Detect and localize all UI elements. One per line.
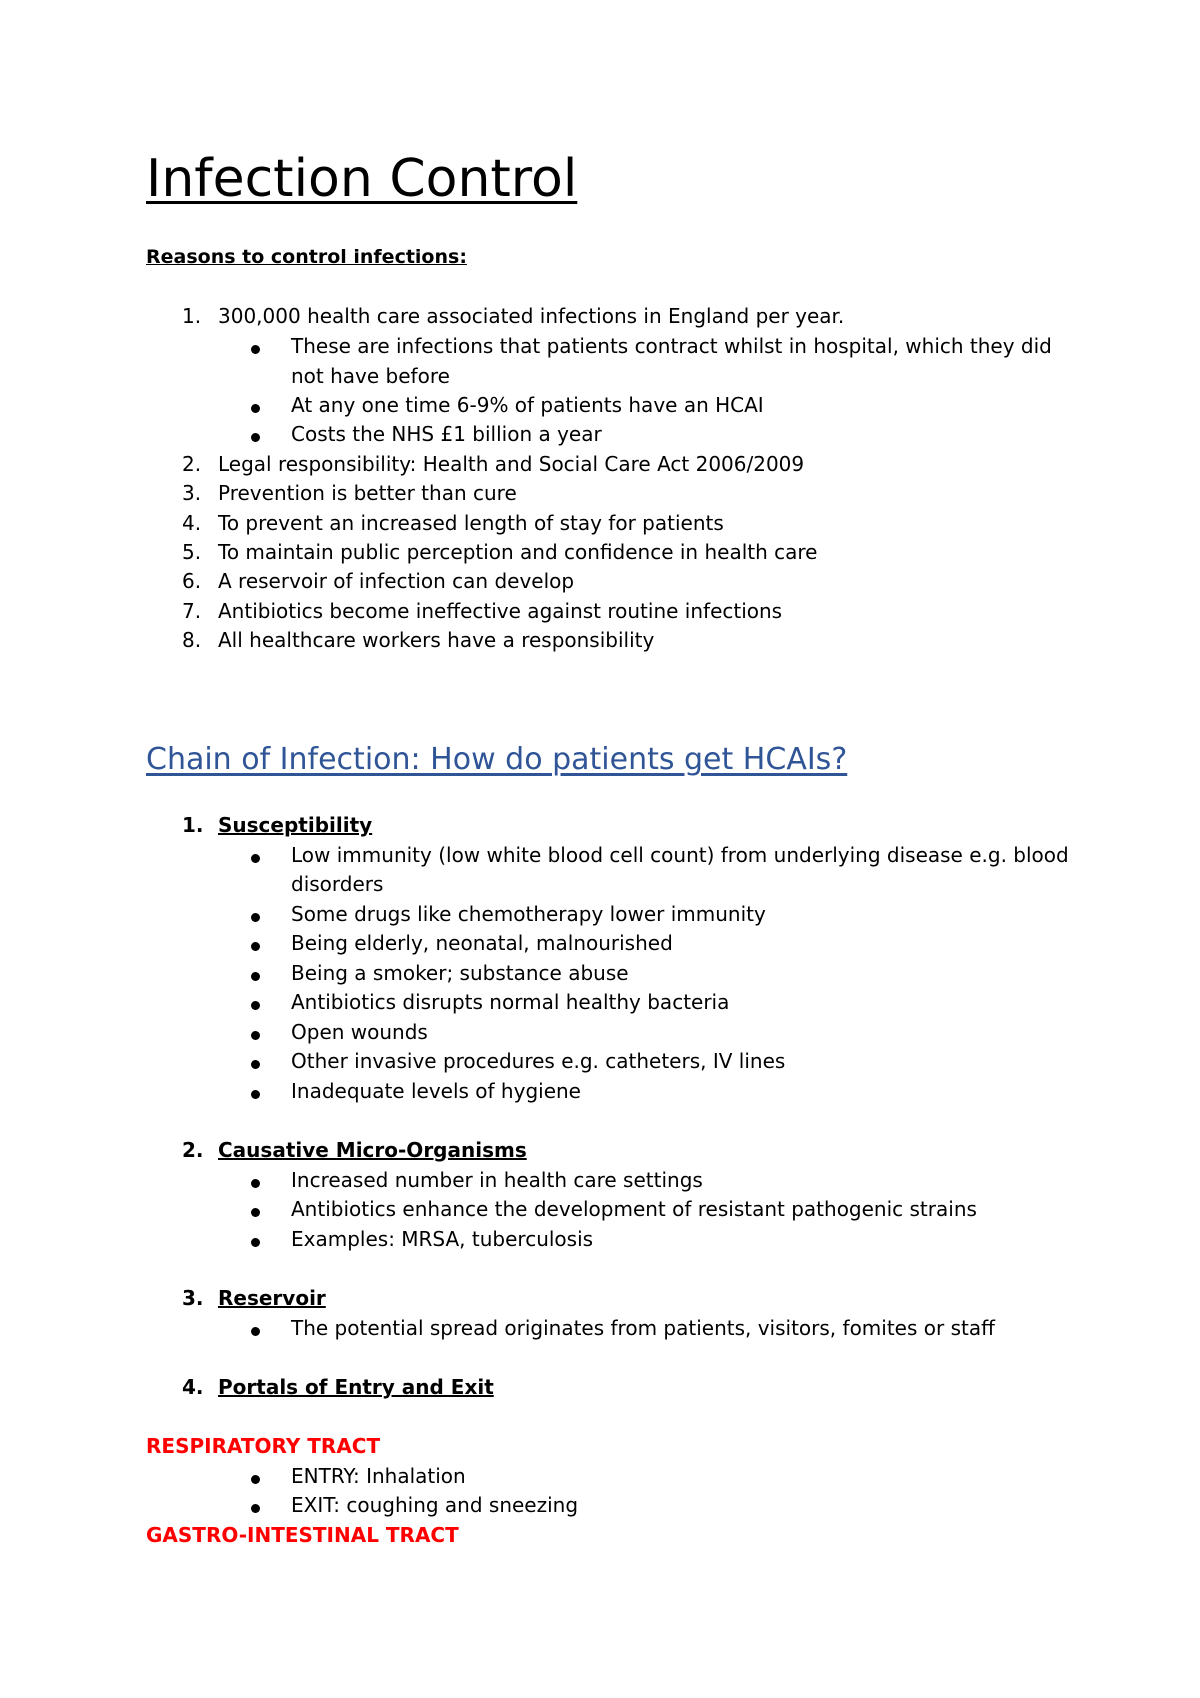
gastro-intestinal-tract-label: GASTRO-INTESTINAL TRACT	[146, 1523, 459, 1547]
bullet-item: Antibiotics disrupts normal healthy bacteria	[291, 990, 730, 1014]
bullet-item: ENTRY: Inhalation	[291, 1464, 466, 1488]
bullet-icon	[251, 854, 260, 863]
section-number: 3.	[182, 1286, 204, 1310]
bullet-icon	[251, 1238, 260, 1247]
bullet-icon	[251, 1179, 260, 1188]
list-item: 300,000 health care associated infections in England per year.	[218, 304, 845, 328]
list-number: 4.	[182, 511, 202, 535]
section-label-portals: Portals of Entry and Exit	[218, 1375, 494, 1399]
bullet-item: Antibiotics enhance the development of resistant pathogenic strains	[291, 1197, 977, 1221]
section-number: 1.	[182, 813, 204, 837]
bullet-item: Costs the NHS £1 billion a year	[291, 422, 602, 446]
section-label-susceptibility: Susceptibility	[218, 813, 373, 837]
list-item: To maintain public perception and confidence in health care	[218, 540, 818, 564]
bullet-item: Some drugs like chemotherapy lower immunity	[291, 902, 766, 926]
bullet-icon	[251, 942, 260, 951]
bullet-item: Being a smoker; substance abuse	[291, 961, 629, 985]
list-item: All healthcare workers have a responsibility	[218, 628, 655, 652]
section-number: 4.	[182, 1375, 204, 1399]
bullet-icon	[251, 972, 260, 981]
bullet-item: Low immunity (low white blood cell count) from underlying disease e.g. blood	[291, 843, 1069, 867]
list-number: 5.	[182, 540, 202, 564]
list-item: A reservoir of infection can develop	[218, 569, 575, 593]
bullet-item: The potential spread originates from patients, visitors, fomites or staff	[291, 1316, 995, 1340]
list-number: 6.	[182, 569, 202, 593]
bullet-icon	[251, 345, 260, 354]
bullet-item: These are infections that patients contract whilst in hospital, which they did	[291, 334, 1052, 358]
bullet-icon	[251, 1031, 260, 1040]
bullet-icon	[251, 1475, 260, 1484]
section-label-micro-organisms: Causative Micro-Organisms	[218, 1138, 527, 1162]
bullet-icon	[251, 1504, 260, 1513]
list-number: 7.	[182, 599, 202, 623]
list-item: To prevent an increased length of stay for patients	[218, 511, 724, 535]
bullet-item: Increased number in health care settings	[291, 1168, 703, 1192]
bullet-icon	[251, 1060, 260, 1069]
bullet-icon	[251, 404, 260, 413]
bullet-icon	[251, 1208, 260, 1217]
bullet-item: Open wounds	[291, 1020, 428, 1044]
list-item: Antibiotics become ineffective against routine infections	[218, 599, 783, 623]
list-item: Prevention is better than cure	[218, 481, 517, 505]
section-number: 2.	[182, 1138, 204, 1162]
list-number: 8.	[182, 628, 202, 652]
list-number: 3.	[182, 481, 202, 505]
chain-heading: Chain of Infection: How do patients get HCAIs?	[146, 742, 848, 777]
bullet-icon	[251, 1327, 260, 1336]
list-number: 2.	[182, 452, 202, 476]
section-label-reservoir: Reservoir	[218, 1286, 326, 1310]
reasons-heading: Reasons to control infections:	[146, 246, 467, 268]
bullet-item: Inadequate levels of hygiene	[291, 1079, 581, 1103]
document-title: Infection Control	[146, 149, 578, 209]
list-number: 1.	[182, 304, 202, 328]
bullet-item: Other invasive procedures e.g. catheters, IV lines	[291, 1049, 786, 1073]
bullet-item: At any one time 6-9% of patients have an HCAI	[291, 393, 764, 417]
bullet-item: Examples: MRSA, tuberculosis	[291, 1227, 594, 1251]
bullet-item: Being elderly, neonatal, malnourished	[291, 931, 673, 955]
bullet-item: EXIT: coughing and sneezing	[291, 1493, 579, 1517]
list-item: Legal responsibility: Health and Social Care Act 2006/2009	[218, 452, 805, 476]
bullet-item-continuation: not have before	[291, 364, 450, 388]
bullet-icon	[251, 1090, 260, 1099]
bullet-icon	[251, 433, 260, 442]
bullet-item-continuation: disorders	[291, 872, 384, 896]
bullet-icon	[251, 1001, 260, 1010]
bullet-icon	[251, 913, 260, 922]
respiratory-tract-label: RESPIRATORY TRACT	[146, 1434, 381, 1458]
